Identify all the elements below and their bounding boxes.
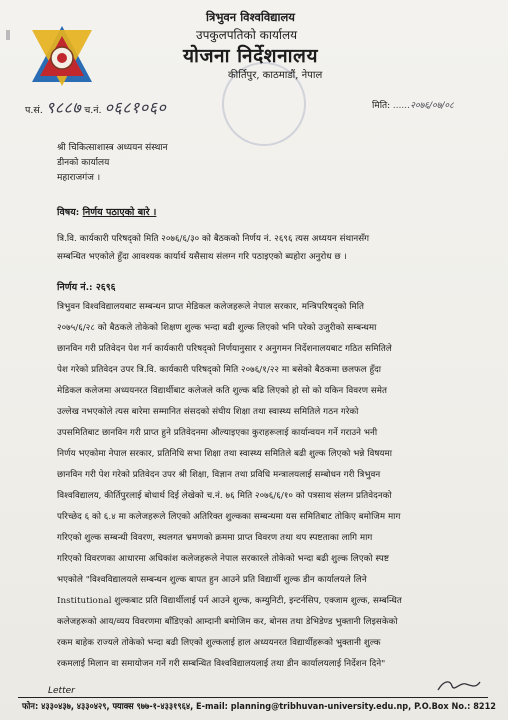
cha-number: ०६८१०६० xyxy=(104,98,167,117)
body-line: विश्वविद्यालय, कीर्तिपुरलाई बोधार्थ दिई लेखेको च.नं. ७६ मिति २०७६/६/१० को पत्रसाथ संलग्न प्रतिवेदनको xyxy=(57,491,392,501)
university-emblem xyxy=(30,24,94,88)
body-line: परिच्छेद ६ को ६.४ मा कलेजहरूले लिएको अतिरिक्त शुल्कका सम्बन्धमा यस समितिबाट तोकिए बमोजिम माग xyxy=(57,512,401,522)
date-value: ......२०७६/०७/०८ xyxy=(393,101,454,111)
ps-number: ९८८७ xyxy=(45,98,82,117)
body-line: भएकोले "विश्वविद्यालयले सम्बन्धन शुल्क बापत हुन आउने प्रति विद्यार्थी शुल्क डीन कार्यालयले लिने xyxy=(57,575,367,585)
body-line: छानविन गरी प्रतिवेदन पेश गर्न कार्यकारी परिषद्को निर्णयानुसार र अनुगमन निर्देशनालयबाट गठित समितिले xyxy=(57,344,392,354)
body-line: निर्णय भएकोमा नेपाल सरकार, प्रतिनिधि सभा शिक्षा तथा स्वास्थ्य समितिले बढी शुल्क लिएको भन्ने विषयमा xyxy=(57,449,392,459)
intro-line: त्रि.वि. कार्यकारी परिषद्को मिति २०७६/६/३० को बैठकको निर्णय नं. २६९६ त्यस अध्ययन संथानसँग xyxy=(57,234,370,244)
subject-label: विषय: xyxy=(57,207,80,218)
footer-letter-word: Letter xyxy=(48,686,75,696)
intro-line: सम्बन्धित भएकोले हुँदा आवश्यक कार्यार्थ यसैसाथ संलग्न गरि पठाइएको ब्यहोरा अनुरोध छ । xyxy=(57,252,347,262)
body-line: छानविन गरी पेश गरेको प्रतिवेदन उपर श्री शिक्षा, विज्ञान तथा प्रविधि मन्त्रालयलाई सम्बोधन गरी त्रिभुवन xyxy=(57,470,381,480)
body-line: रकम बाहेक राज्यले तोकेको भन्दा बढी लिएको शुल्कलाई हाल अध्ययनरत विद्यार्थीहरूको भुक्तानी शुल्क xyxy=(57,638,381,648)
body-line: मेडिकल कलेजमा अध्ययनरत विद्यार्थीबाट कलेजले कति शुल्क बढि लिएको हो सो को यकिन विवरण समेत xyxy=(57,386,388,396)
body-line: गरिएको विवरणका आधारमा अधिकांश कलेजहरूले नेपाल सरकारले तोकेको भन्दा बढी शुल्क लिएको स्पष्ट xyxy=(57,554,390,564)
cha-label: च.नं. xyxy=(84,105,102,116)
addressee-line-1: श्री चिकित्साशास्त्र अध्ययन संस्थान xyxy=(57,143,168,153)
decision-number: निर्णय नं.: २६९६ xyxy=(57,282,116,293)
footer-divider xyxy=(18,697,488,698)
date-line xyxy=(372,98,454,111)
staple-mark xyxy=(6,30,10,40)
header-university: त्रिभुवन विश्वविद्यालय xyxy=(206,10,295,24)
reference-line xyxy=(25,96,166,118)
body-line: उल्लेख नभएकोले त्यस बारेमा सम्मानित संसदको संघीय शिक्षा तथा स्वास्थ्य समितिले गठन गरेको xyxy=(57,407,359,417)
addressee-line-2: डीनको कार्यालय xyxy=(57,158,110,168)
header-planning-directorate: योजना निर्देशनालय xyxy=(183,45,318,67)
subject-line xyxy=(57,205,156,218)
subject-text: निर्णय पठाएको बारे । xyxy=(82,207,157,218)
header-location: कीर्तिपुर, काठमाडौं, नेपाल xyxy=(228,70,323,81)
body-line: पेश गरेको प्रतिवेदन उपर त्रि.वि. कार्यकारी परिषद्को मिति २०७६/१/२२ मा बसेको बैठकमा छलफल हुँदा xyxy=(57,365,382,375)
header-vice-chancellor-office: उपकुलपतिको कार्यालय xyxy=(196,28,298,42)
body-line: उपसमितिबाट छानविन गरी प्राप्त हुने प्रतिवेदनमा औल्याइएका कुराहरूलाई कार्यान्वयन गर्ने गराउने भनी xyxy=(57,428,378,438)
body-line: रकमलाई मिलान वा समायोजन गर्ने गरी सम्बन्धित विश्वविद्यालयलाई तथा डीन कार्यालयलाई निर्देशन दिने" xyxy=(57,659,386,669)
ps-label: प.सं. xyxy=(25,105,43,116)
footer-contact: फोन: ४३३०४३७, ४३३०४२९, फ्याक्स ९७७-१-४३३१९६४, E-mail: planning@tribhuvan-university.edu.np, P.O.Box No.: 8212 xyxy=(22,702,496,712)
body-line: त्रिभुवन विश्वविद्यालयबाट सम्बन्धन प्राप्त मेडिकल कलेजहरूले नेपाल सरकार, मन्त्रिपरिषद्को मिति xyxy=(57,302,365,312)
signature-scribble xyxy=(436,676,482,694)
body-line: Institutional शुल्कबाट प्रति विद्यार्थीलाई पर्न आउने शुल्क, कम्युनिटी, इन्टर्नसिप, एक्जाम शुल्क, सम्बन्धित xyxy=(57,596,402,606)
body-line: २०७५/६/२८ को बैठकले तोकेको शिक्षण शुल्क भन्दा बढी शुल्क लिएको भनि परेको उजुरीको सम्बन्धमा xyxy=(57,323,377,333)
body-line: गरिएको शुल्क सम्बन्धी विवरण, स्थलगत भ्रमणको क्रममा प्राप्त विवरण तथा थप स्पष्टताका लागि माग xyxy=(57,533,373,543)
date-label: मिति: xyxy=(372,101,391,111)
body-line: कलेजहरूको आय/व्यय विवरणमा बाँडिएको आम्दानी बमोजिम कर, बोनस तथा डेभिडेण्ड भुक्तानी लिइसकेको xyxy=(57,617,398,627)
addressee-line-3: महाराजगंज । xyxy=(57,173,101,183)
